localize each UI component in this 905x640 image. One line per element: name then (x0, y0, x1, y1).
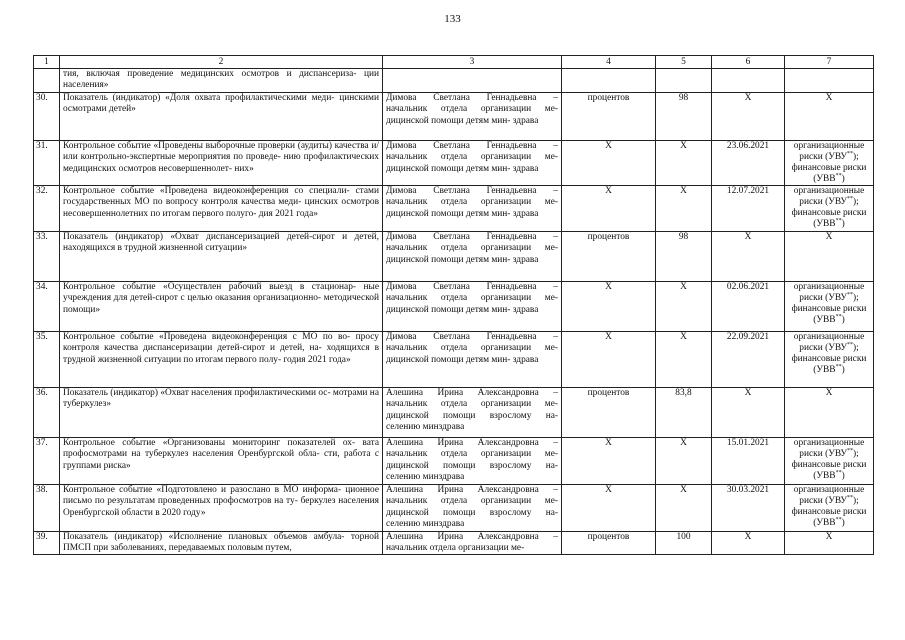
table-row (34, 232, 874, 282)
column-header: 1 (34, 56, 60, 69)
table-row (34, 69, 874, 93)
row-number: 32. (34, 186, 60, 232)
row-value: 98 (656, 93, 712, 141)
header-row (34, 56, 874, 69)
row-risk: X (785, 388, 874, 438)
table-row (34, 485, 874, 532)
table-row (34, 141, 874, 186)
row-date: X (712, 232, 785, 282)
page-number: 133 (444, 13, 461, 25)
row-number: 38. (34, 485, 60, 532)
column-header: 3 (383, 56, 562, 69)
row-responsible: Алешина Ирина Александровна – начальник отдела организации ме- (383, 531, 562, 555)
row-description: Показатель (индикатор) «Охват диспансеризацией детей-сирот и детей, находящихся в трудной жизненной ситуации» (60, 232, 383, 282)
row-unit: X (562, 186, 656, 232)
row-number: 37. (34, 438, 60, 485)
column-header: 7 (785, 56, 874, 69)
row-description: Контрольное событие «Осуществлен рабочий выезд в стационар- ные учреждения для детей-сирот с целью оказания организационно- методической помощи» (60, 282, 383, 332)
row-unit: процентов (562, 531, 656, 555)
row-responsible (383, 69, 562, 93)
row-date: 02.06.2021 (712, 282, 785, 332)
table-row (34, 332, 874, 388)
row-risk: X (785, 93, 874, 141)
row-description: Контрольное событие «Проведена видеоконференция со специали- стами государственных МО по вопросу контроля качества меди- цинских осмотров несовершеннолетних по итогам первого полуго- дия 2021 года» (60, 186, 383, 232)
row-date: X (712, 531, 785, 555)
row-value: 100 (656, 531, 712, 555)
row-date: 30.03.2021 (712, 485, 785, 532)
row-number (34, 69, 60, 93)
row-number: 35. (34, 332, 60, 388)
row-risk: организационные риски (УВУ**); финансовые риски (УВВ**) (785, 438, 874, 485)
row-responsible: Димова Светлана Геннадьевна – начальник отдела организации ме- дицинской помощи детям мин- здрава (383, 232, 562, 282)
row-risk: организационные риски (УВУ**); финансовые риски (УВВ**) (785, 282, 874, 332)
column-header: 5 (656, 56, 712, 69)
row-risk: организационные риски (УВУ**); финансовые риски (УВВ**) (785, 485, 874, 532)
column-header: 2 (60, 56, 383, 69)
row-risk: организационные риски (УВУ**); финансовые риски (УВВ**) (785, 186, 874, 232)
row-risk: организационные риски (УВУ**); финансовые риски (УВВ**) (785, 332, 874, 388)
row-responsible: Димова Светлана Геннадьевна – начальник отдела организации ме- дицинской помощи детям мин- здрава (383, 282, 562, 332)
row-risk (785, 69, 874, 93)
row-unit: X (562, 438, 656, 485)
row-unit: процентов (562, 388, 656, 438)
row-number: 33. (34, 232, 60, 282)
row-number: 30. (34, 93, 60, 141)
row-risk: X (785, 531, 874, 555)
row-description: Контрольное событие «Проведены выборочные проверки (аудиты) качества и/или контрольно-экспертные мероприятия по проведе- нию профилактических медицинских осмотров несовершеннолет- них» (60, 141, 383, 186)
column-header: 6 (712, 56, 785, 69)
column-header: 4 (562, 56, 656, 69)
row-unit: процентов (562, 93, 656, 141)
row-unit (562, 69, 656, 93)
row-date (712, 69, 785, 93)
row-date: 23.06.2021 (712, 141, 785, 186)
row-number: 36. (34, 388, 60, 438)
row-responsible: Димова Светлана Геннадьевна – начальник отдела организации ме- дицинской помощи детям мин- здрава (383, 93, 562, 141)
row-date: 22.09.2021 (712, 332, 785, 388)
row-description: Контрольное событие «Проведена видеоконференция с МО по во- просу контроля качества диспансеризации детей-сирот и детей, на- ходящихся в трудной жизненной ситуации по итогам первого полу- годия 2021 года» (60, 332, 383, 388)
row-responsible: Димова Светлана Геннадьевна – начальник отдела организации ме- дицинской помощи детям мин- здрава (383, 332, 562, 388)
indicators-table (33, 55, 874, 555)
row-unit: X (562, 141, 656, 186)
row-description: Показатель (индикатор) «Охват населения профилактическими ос- мотрами на туберкулез» (60, 388, 383, 438)
row-unit: X (562, 332, 656, 388)
row-value: X (656, 282, 712, 332)
row-risk: организационные риски (УВУ**); финансовые риски (УВВ**) (785, 141, 874, 186)
row-date: 12.07.2021 (712, 186, 785, 232)
table-row (34, 388, 874, 438)
row-value: X (656, 186, 712, 232)
row-value: 83,8 (656, 388, 712, 438)
row-number: 39. (34, 531, 60, 555)
row-responsible: Димова Светлана Геннадьевна – начальник отдела организации ме- дицинской помощи детям мин- здрава (383, 186, 562, 232)
table-row (34, 282, 874, 332)
table-row (34, 186, 874, 232)
row-date: 15.01.2021 (712, 438, 785, 485)
row-value: 98 (656, 232, 712, 282)
row-value: X (656, 141, 712, 186)
row-unit: X (562, 282, 656, 332)
row-description: тия, включая проведение медицинских осмотров и диспансериза- ции населения» (60, 69, 383, 93)
table-body (34, 69, 874, 555)
row-description: Показатель (индикатор) «Исполнение плановых объемов амбула- торной ПМСП при заболеваниях, передаваемых половым путем, (60, 531, 383, 555)
row-responsible: Димова Светлана Геннадьевна – начальник отдела организации ме- дицинской помощи детям мин- здрава (383, 141, 562, 186)
row-date: X (712, 388, 785, 438)
table-row (34, 93, 874, 141)
row-number: 31. (34, 141, 60, 186)
table-row (34, 438, 874, 485)
row-responsible: Алешина Ирина Александровна – начальник отдела организации ме- дицинской помощи взрослому на- селению минздрава (383, 438, 562, 485)
row-description: Контрольное событие «Подготовлено и разослано в МО информа- ционное письмо по результатам проведенных профосмотров на ту- беркулез населения Оренбургской области в 2020 году» (60, 485, 383, 532)
table-row (34, 531, 874, 555)
row-unit: процентов (562, 232, 656, 282)
row-value: X (656, 485, 712, 532)
row-value: X (656, 332, 712, 388)
row-unit: X (562, 485, 656, 532)
row-responsible: Алешина Ирина Александровна – начальник отдела организации ме- дицинской помощи взрослому на- селению минздрава (383, 388, 562, 438)
row-number: 34. (34, 282, 60, 332)
row-description: Контрольное событие «Организованы мониторинг показателей ох- вата профосмотрами на туберкулез населения Оренбургской обла- сти, работа с группами риска» (60, 438, 383, 485)
row-value (656, 69, 712, 93)
row-value: X (656, 438, 712, 485)
row-risk: X (785, 232, 874, 282)
row-description: Показатель (индикатор) «Доля охвата профилактическими меди- цинскими осмотрами детей» (60, 93, 383, 141)
row-date: X (712, 93, 785, 141)
row-responsible: Алешина Ирина Александровна – начальник отдела организации ме- дицинской помощи взрослому на- селению минздрава (383, 485, 562, 532)
